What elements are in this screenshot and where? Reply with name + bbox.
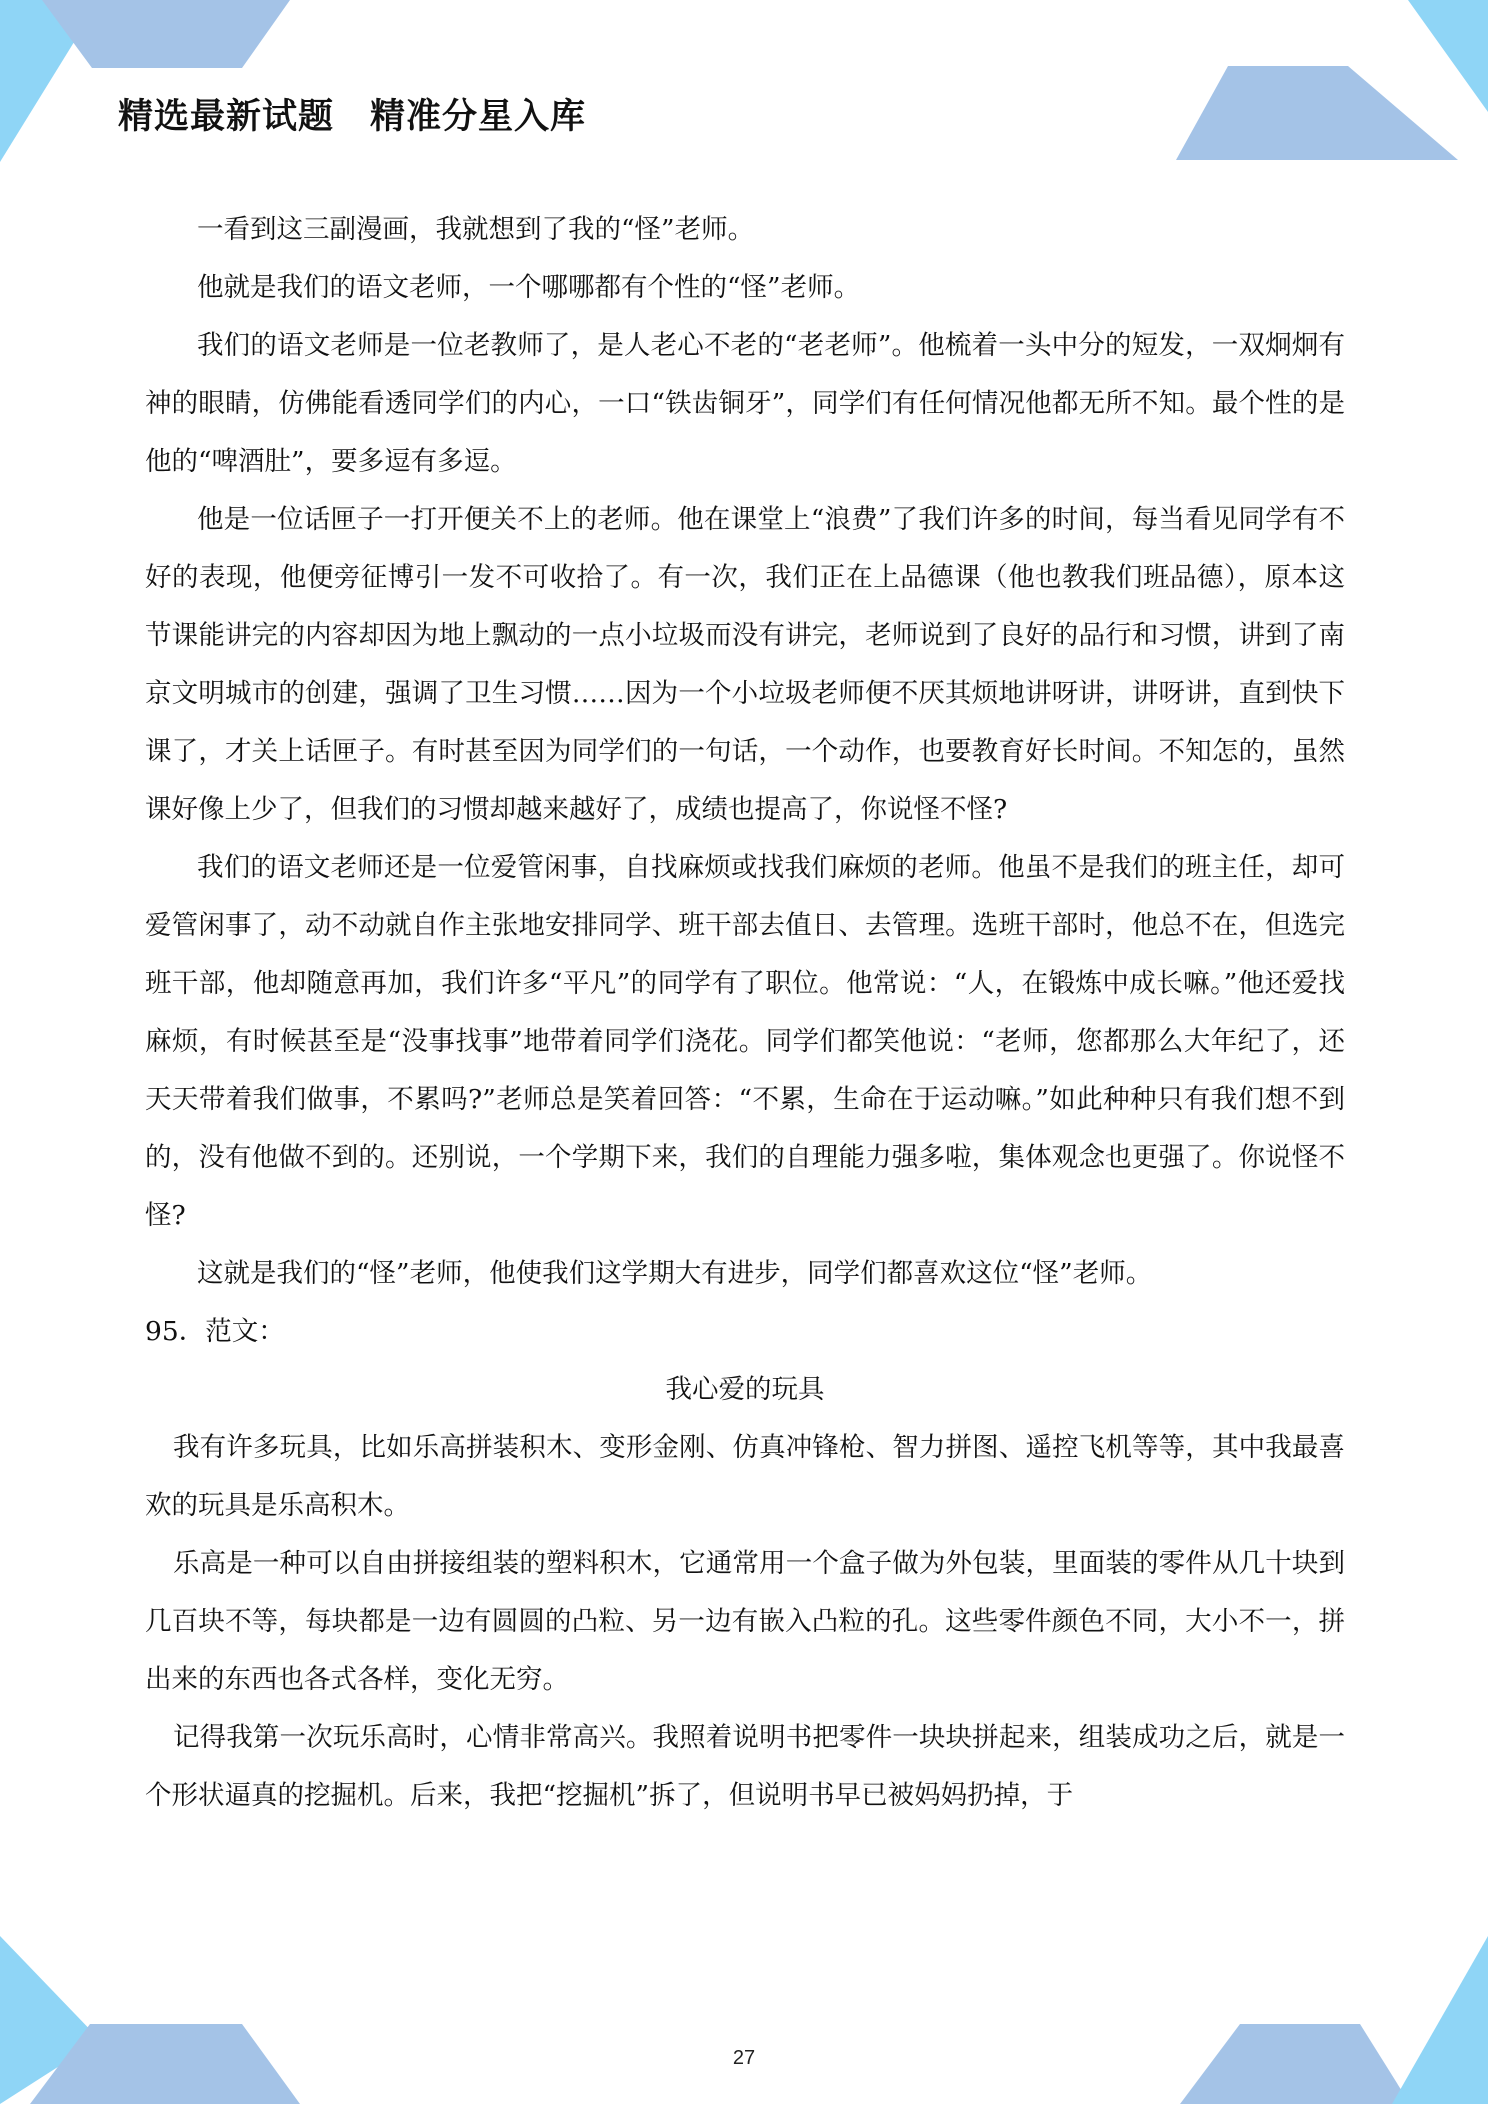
- paragraph: 我们的语文老师还是一位爱管闲事，自找麻烦或找我们麻烦的老师。他虽不是我们的班主任，却可爱管闲事了，动不动就自作主张地安排同学、班干部去值日、去管理。选班干部时，他总不在，但选完班干部，他却随意再加，我们许多“平凡”的同学有了职位。他常说：“人，在锻炼中成长嘛。”他还爱找麻烦，有时候甚至是“没事找事”地带着同学们浇花。同学们都笑他说：“老师，您都那么大年纪了，还天天带着我们做事，不累吗?”老师总是笑着回答：“不累，生命在于运动嘛。”如此种种只有我们想不到的，没有他做不到的。还别说，一个学期下来，我们的自理能力强多啦，集体观念也更强了。你说怪不怪?: [145, 852, 1345, 1231]
- essay-title: 我心爱的玩具: [665, 1374, 825, 1405]
- paragraph: 我们的语文老师是一位老教师了，是人老心不老的“老老师”。他梳着一头中分的短发，一双炯炯有神的眼睛，仿佛能看透同学们的内心，一口“铁齿铜牙”，同学们有任何情况他都无所不知。最个性的是他的“啤酒肚”，要多逗有多逗。: [145, 330, 1345, 477]
- paragraph: 他是一位话匣子一打开便关不上的老师。他在课堂上“浪费”了我们许多的时间，每当看见同学有不好的表现，他便旁征博引一发不可收拾了。有一次，我们正在上品德课（他也教我们班品德），原本这节课能讲完的内容却因为地上飘动的一点小垃圾而没有讲完，老师说到了良好的品行和习惯，讲到了南京文明城市的创建，强调了卫生习惯……因为一个小垃圾老师便不厌其烦地讲呀讲，讲呀讲，直到快下课了，才关上话匣子。有时甚至因为同学们的一句话，一个动作，也要教育好长时间。不知怎的，虽然课好像上少了，但我们的习惯却越来越好了，成绩也提高了，你说怪不怪?: [145, 504, 1345, 825]
- document-body: [145, 201, 1345, 1825]
- bottom-right-corner-triangle: [1392, 1936, 1488, 2104]
- essay-paragraph: 我有许多玩具，比如乐高拼装积木、变形金刚、仿真冲锋枪、智力拼图、遥控飞机等等，其中我最喜欢的玩具是乐高积木。: [145, 1432, 1345, 1521]
- bottom-left-corner-triangle: [0, 1936, 100, 2104]
- paragraph: 他就是我们的语文老师，一个哪哪都有个性的“怪”老师。: [197, 272, 861, 303]
- top-right-corner-triangle: [1408, 0, 1488, 112]
- paragraph: 一看到这三副漫画，我就想到了我的“怪”老师。: [197, 214, 755, 245]
- paragraph: 这就是我们的“怪”老师，他使我们这学期大有进步，同学们都喜欢这位“怪”老师。: [197, 1258, 1153, 1289]
- top-left-corner-triangle: [0, 0, 100, 162]
- top-left-trapezoid: [42, 0, 290, 68]
- question-label: 95．范文：: [145, 1316, 285, 1347]
- essay-paragraph: 记得我第一次玩乐高时，心情非常高兴。我照着说明书把零件一块块拼起来，组装成功之后，就是一个形状逼真的挖掘机。后来，我把“挖掘机”拆了，但说明书早已被妈妈扔掉，于: [145, 1722, 1345, 1811]
- header-title: 精选最新试题 精准分星入库: [118, 97, 587, 137]
- essay-paragraph: 乐高是一种可以自由拼接组装的塑料积木，它通常用一个盒子做为外包装，里面装的零件从几十块到几百块不等，每块都是一边有圆圆的凸粒、另一边有嵌入凸粒的孔。这些零件颜色不同，大小不一，拼出来的东西也各式各样，变化无穷。: [145, 1548, 1345, 1695]
- top-right-trapezoid: [1176, 66, 1458, 160]
- page-number: 27: [732, 2047, 756, 2069]
